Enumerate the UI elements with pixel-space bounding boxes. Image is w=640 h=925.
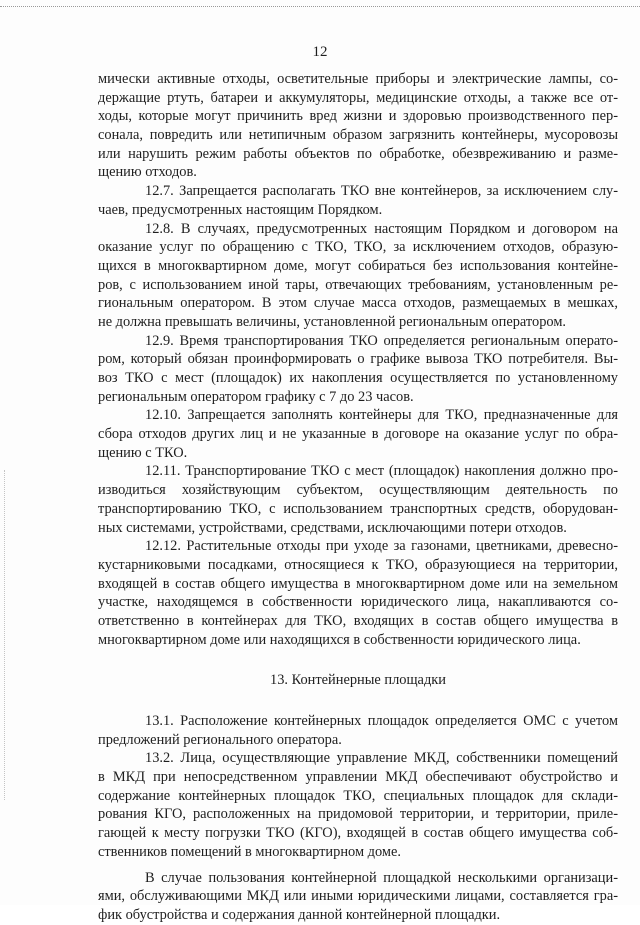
paragraph-12-7 [98,182,618,219]
paragraph-13-1 [98,712,618,749]
text-line: не должна превышать величины, установленной региональным оператором. [98,313,567,330]
text-line: ров, с использованием иной тары, отвечающих требованиям, установленным ре- [98,276,618,293]
text-line: в МКД при непосредственном управлении МКД обеспечивают обустройство и [98,769,618,786]
paragraph-12-11 [98,462,618,537]
paragraph-12-8 [98,220,618,332]
paragraph-12-10 [98,406,618,462]
text-line: гающей к месту погрузки ТКО (КГО), входящей в состав общего имущества соб- [98,825,618,842]
text-line: ром, который обязан проинформировать о графике вывоза ТКО потребителя. Вы- [98,351,618,368]
text-line: ных системами, устройствами, средствами, исключающими потери отходов. [98,519,567,536]
text-line: многоквартирном доме или находящихся в собственности юридического лица. [98,631,581,648]
text-line: изводиться хозяйствующим субъектом, осуществляющим деятельность по [98,482,618,499]
scan-top-edge [0,6,640,7]
scan-left-edge [4,470,7,800]
text-line: 12.7. Запрещается располагать ТКО вне контейнеров, за исключением слу- [145,183,618,200]
text-line: В случае пользования контейнерной площадкой несколькими организаци- [145,869,618,886]
text-line: воз ТКО с мест (площадок) их накопления осуществляется по установленному [98,370,618,386]
text-line: 13.2. Лица, осуществляющие управление МКД, собственники помещений [145,750,618,767]
text-line: региональным оператором графику с 7 до 23 часов. [98,388,414,405]
text-line: рования КГО, расположенных на придомовой территории, и территории, приле- [98,806,618,823]
text-line: предложений регионального оператора. [98,731,342,748]
text-line: сбора отходов других лиц и не указанные в договоре на оказание услуг по обра- [98,426,618,443]
paragraph-13-2 [98,749,618,861]
spacer [98,649,618,671]
text-line: щихся в многоквартирном доме, могут собираться без использования контейне- [98,257,618,274]
text-line: 13.1. Расположение контейнерных площадок определяется ОМС с учетом [145,713,618,729]
text-line: 12.11. Транспортирование ТКО с мест (площадок) накопления должно про- [145,463,618,480]
text-line: 12.12. Растительные отходы при уходе за газонами, цветниками, древесно- [145,538,618,555]
text-line: участке, находящемся в собственности юридического лица, накапливаются со- [98,594,618,611]
text-line: ответственно в контейнерах для ТКО, входящих в состав общего имущества в [98,612,618,629]
text-line: оказание услуг по обращению с ТКО, ТКО, за исключением отходов, образую- [98,239,618,256]
paragraph-continuation [98,70,618,182]
text-line: входящей в состав общего имущества в многоквартирном доме или на земельном [98,575,618,592]
section-heading: 13. Контейнерные площадки [270,672,446,689]
text-line: щению отходов. [98,164,197,181]
text-line: чаев, предусмотренных настоящим Порядком. [98,201,383,218]
text-line: держащие ртуть, батареи и аккумуляторы, медицинские отходы, а также все от- [98,89,618,106]
text-line: гиональным оператором. В этом случае масса отходов, размещаемых в мешках, [98,295,618,312]
paragraph-shared-site [98,869,618,925]
text-line: сонала, повредить или нетипичным образом загрязнить контейнеры, мусоровозы [98,127,618,144]
text-line: ями, обслуживающими МКД или иными юридическими лицами, составляется гра- [98,888,618,905]
text-line: мически активные отходы, осветительные приборы и электрические лампы, со- [98,71,618,87]
text-line: кустарниковыми посадками, относящиеся к ТКО, образующиеся на территории, [98,556,618,573]
text-line: содержание контейнерных площадок ТКО, специальных площадок для склади- [98,787,618,804]
text-line: ходы, которые могут причинить вред жизни и здоровью производственного пер- [98,108,618,125]
spacer [98,862,618,869]
text-line: фик обустройства и содержания данной контейнерной площадки. [98,906,501,923]
spacer [98,690,618,712]
text-line: 12.8. В случаях, предусмотренных настоящим Порядком и договором на [145,220,618,237]
page-number: 12 [312,44,328,60]
paragraph-12-9 [98,332,618,407]
text-line: 12.9. Время транспортирования ТКО определяется региональным операто- [145,332,618,349]
text-line: транспортированию ТКО, с использованием транспортных средств, оборудован- [98,500,618,517]
text-line: 12.10. Запрещается заполнять контейнеры для ТКО, предназначенные для [145,407,618,424]
text-line: или нарушить режим работы объектов по обработке, обезвреживанию и разме- [98,145,618,162]
document-body [98,70,618,925]
text-line: ственников помещений в многоквартирном доме. [98,843,401,860]
paragraph-12-12 [98,537,618,649]
text-line: щению с ТКО. [98,444,188,461]
